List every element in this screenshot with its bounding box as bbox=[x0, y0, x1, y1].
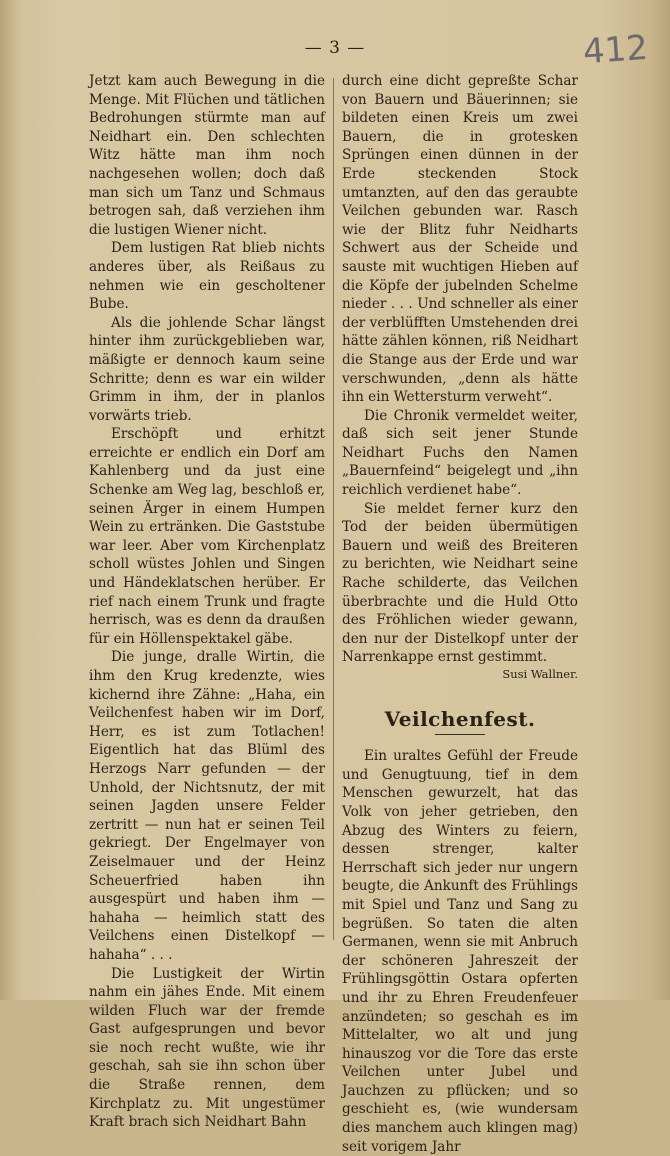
paragraph: Die junge, dralle Wirtin, die ihm den Krug kredenzte, wies kichernd ihre Zähne: „Haha, ein Veilchenfest haben wir im Dorf, Herr, es ist zum Totlachen! Eigentlich hat das Blüml des Herzogs Narr gefunden — der Unhold, der Nichtsnutz, der mit seinen Jagden unsere Felder zertritt — nun hat er seinen Teil gekriegt. Der Engelmayer von Zeiselmauer und der Heinz Scheuerfried haben ihn ausgespürt und haben ihm — hahaha — heimlich statt des Veilchens einen Distelkopf — hahaha“ . . . bbox=[89, 649, 325, 963]
paragraph: Als die johlende Schar längst hinter ihm zurückgeblieben war, mäßigte er dennoch kaum seine Schritte; denn es war ein wilder Grimm in ihm, der in planlos vorwärts trieb. bbox=[89, 314, 325, 424]
handwritten-page-number: 412 bbox=[581, 27, 650, 73]
author-signature: Susi Wallner. bbox=[502, 667, 578, 681]
right-column bbox=[342, 72, 578, 1156]
paragraph: Ein uraltes Gefühl der Freude und Genugtuung, tief in dem Menschen gewurzelt, hat das Volk von jeher getrieben, den Abzug des Winters zu feiern, dessen strenger, kalter Herrschaft sich jeder nur ungern beugte, die Ankunft des Frühlings mit Spiel und Tanz und Sang zu begrüßen. So taten die alten Germanen, wenn sie mit Anbruch der schöneren Jahreszeit der Frühlingsgöttin Ostara opferten und ihr zu Ehren Freudenfeuer anzündeten; so geschah es im Mittelalter, wo alt und jung hinauszog vor die Tore das erste Veilchen unter Jubel und Jauchzen zu pflücken; und so geschieht es, (wie wundersam dies manchem auch klingen mag) seit vorigem Jahr bbox=[342, 748, 578, 1155]
paragraph: Erschöpft und erhitzt erreichte er endlich ein Dorf am Kahlenberg und da just eine Schenke am Weg lag, beschloß er, seinen Ärger in einem Humpen Wein zu ertränken. Die Gaststube war leer. Aber vom Kirchenplatz scholl wüstes Johlen und Singen und Händeklatschen herüber. Er rief nach einem Trunk und fragte herrisch, was es denn da draußen für ein Höllenspektakel gäbe. bbox=[89, 426, 325, 647]
title-rule bbox=[435, 734, 485, 735]
paragraph: Dem lustigen Rat blieb nichts anderes über, als Reißaus zu nehmen wie ein gescholtener Bube. bbox=[89, 240, 325, 313]
left-column bbox=[89, 72, 325, 1132]
page-number: — 3 — bbox=[304, 38, 366, 58]
paragraph: Die Lustigkeit der Wirtin nahm ein jähes Ende. Mit einem wilden Fluch war der fremde Gast aufgesprungen und bevor sie noch recht wußte, wie ihr geschah, sah sie ihn schon über die Straße rennen, dem Kirchplatz zu. Mit ungestümer Kraft brach sich Neidhart Bahn bbox=[89, 965, 325, 1131]
column-divider bbox=[333, 78, 334, 940]
paragraph: Sie meldet ferner kurz den Tod der beiden übermütigen Bauern und weiß des Breiteren zu berichten, wie Neidhart seine Rache schilderte, das Veilchen überbrachte und die Huld Otto des Fröhlichen wieder gewann, den nur der Distelkopf unter der Narrenkappe ernst gestimmt. bbox=[342, 500, 578, 666]
section-title: Veilchenfest. bbox=[384, 706, 536, 731]
paragraph: durch eine dicht gepreßte Schar von Bauern und Bäuerinnen; sie bildeten einen Kreis um zwei Bauern, die in grotesken Sprüngen einen dünnen in der Erde steckenden Stock umtanzten, auf den das geraubte Veilchen gebunden war. Rasch wie der Blitz fuhr Neidharts Schwert aus der Scheide und sauste mit wuchtigen Hieben auf die Köpfe der jubelnden Schelme nieder . . . Und schneller als einer der verblüfften Umstehenden drei hätte zählen können, riß Neidhart die Stange aus der Erde und war verschwunden, „denn als hätte ihn ein Wettersturm verweht“. bbox=[342, 73, 578, 406]
paragraph: Jetzt kam auch Bewegung in die Menge. Mit Flüchen und tätlichen Bedrohungen stürmte man auf Neidhart ein. Den schlechten Witz hätte man ihm noch nachgesehen wollen; doch daß man sich um Tanz und Schmaus betrogen sah, daß verziehen ihm die lustigen Wiener nicht. bbox=[89, 73, 325, 238]
paragraph: Die Chronik vermeldet weiter, daß sich seit jener Stunde Neidhart Fuchs den Namen „Bauernfeind“ beigelegt und „ihn reichlich verdienet habe“. bbox=[342, 407, 578, 499]
